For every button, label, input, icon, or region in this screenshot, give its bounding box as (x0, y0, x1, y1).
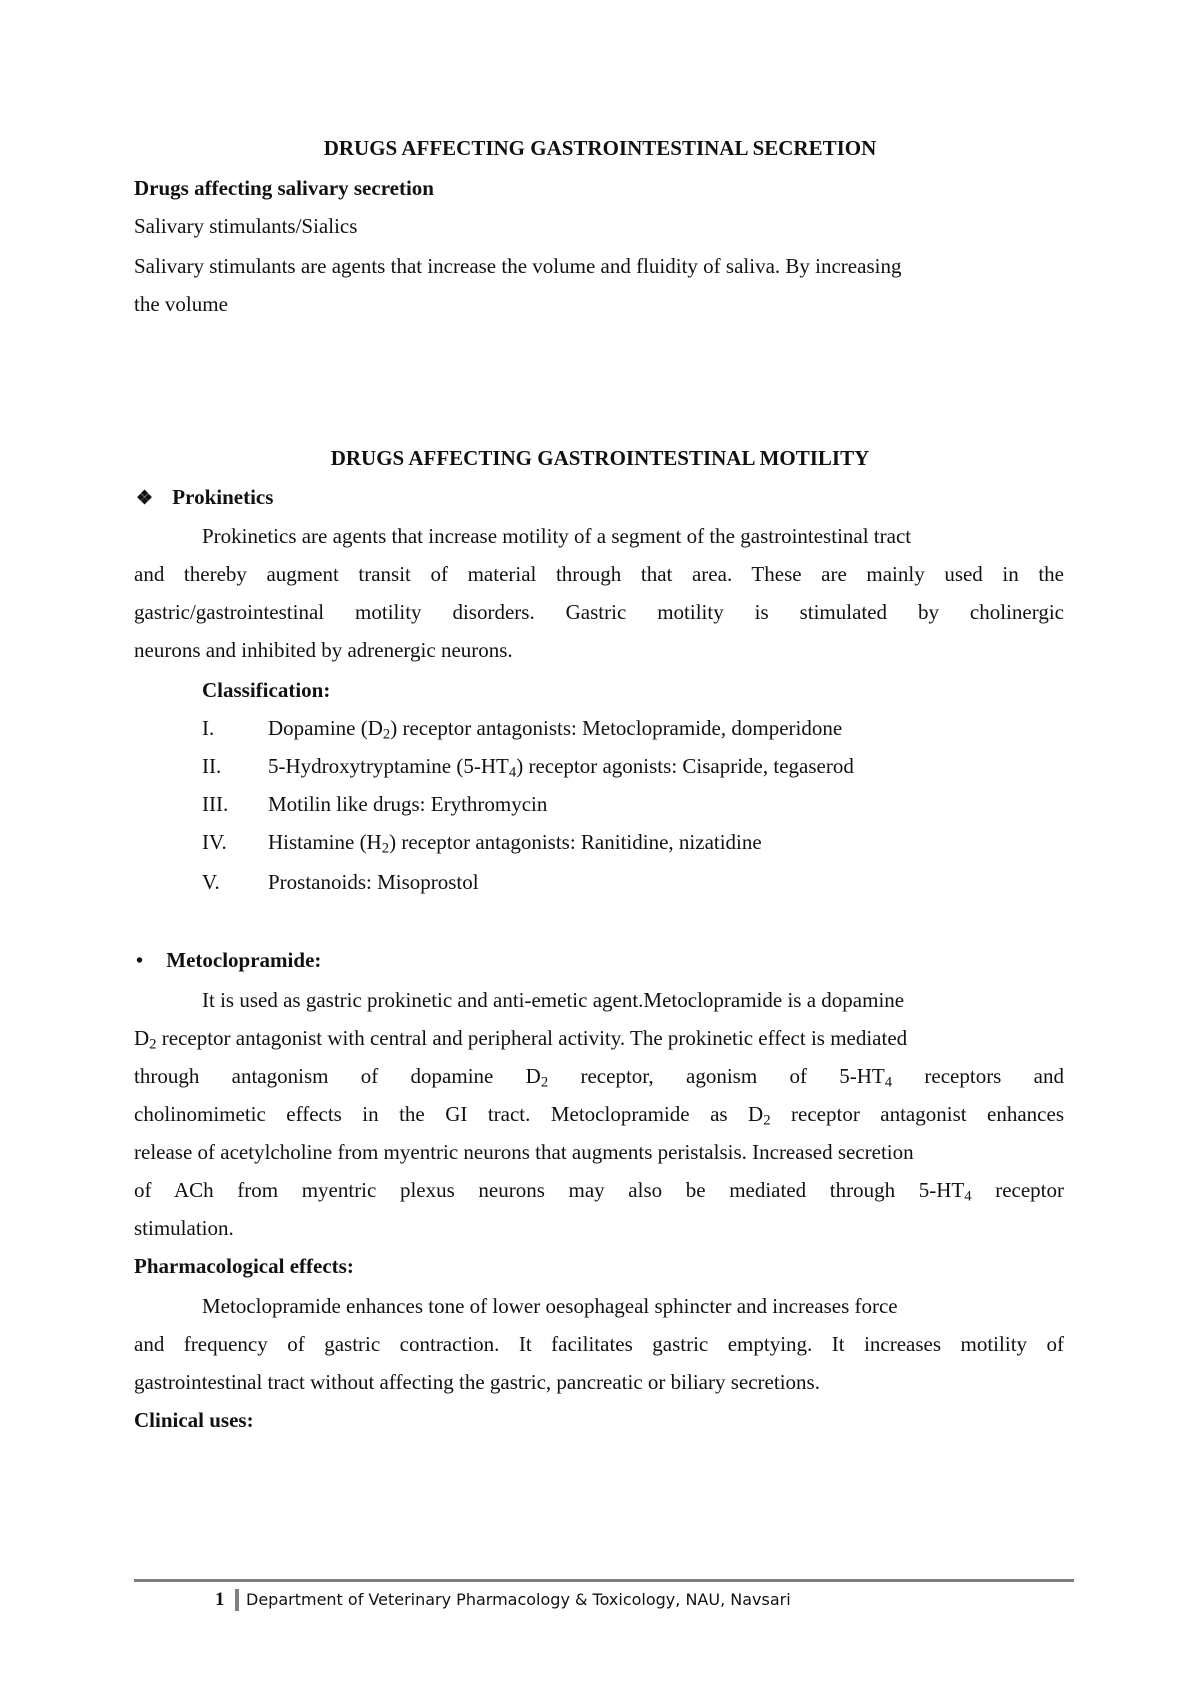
classification-item-text: Histamine $(H_2)$ receptor antagonists: Ranitidine, nizatidine (268, 830, 762, 857)
pharmacological-paragraph-line: and frequency of gastric contraction. It facilitates gastric emptying. It increases motility of (134, 1332, 1064, 1356)
page-number: 1 (215, 1589, 225, 1610)
classification-item (202, 832, 227, 853)
metoclopramide-paragraph-line: It is used as gastric prokinetic and anti-emetic agent.Metoclopramide is a dopamine (202, 988, 905, 1012)
classification-title: Classification: (202, 678, 331, 702)
heading-secretion: DRUGS AFFECTING GASTROINTESTINAL SECRETION (323, 136, 877, 160)
metoclopramide-paragraph-line: of ACh from myentric plexus neurons may also be mediated through $5-HT_4$ receptor (134, 1178, 1064, 1205)
metoclopramide-paragraph-line: stimulation. (134, 1216, 234, 1240)
metoclopramide-paragraph-line: release of acetylcholine from myentric neurons that augments peristalsis. Increased secretion (134, 1140, 914, 1164)
metoclopramide-title: Metoclopramide: (166, 948, 322, 972)
prokinetics-paragraph-line: and thereby augment transit of material through that area. These are mainly used in the (134, 562, 1064, 586)
pharmacological-effects-title: Pharmacological effects: (134, 1254, 354, 1278)
metoclopramide-paragraph-line: through antagonism of dopamine $D_2$ receptor, agonism of $5-HT_4$ receptors and (134, 1064, 1064, 1091)
metoclopramide-paragraph-line: cholinomimetic effects in the GI tract. Metoclopramide as $D_2$ receptor antagonist enhances (134, 1102, 1064, 1129)
prokinetics-paragraph-line: gastric/gastrointestinal motility disorders. Gastric motility is stimulated by cholinergic (134, 600, 1064, 624)
footer-divider (134, 1579, 1074, 1582)
prokinetics-paragraph-line: neurons and inhibited by adrenergic neurons. (134, 638, 513, 662)
pharmacological-paragraph-line: gastrointestinal tract without affecting the gastric, pancreatic or biliary secretions. (134, 1370, 820, 1394)
metoclopramide-paragraph-line: $D_2$ receptor antagonist with central and peripheral activity. The prokinetic effect is mediated (134, 1026, 908, 1053)
item-number: V. (202, 870, 220, 894)
pharmacological-paragraph-line: Metoclopramide enhances tone of lower oesophageal sphincter and increases force (202, 1294, 898, 1318)
salivary-section-title: Drugs affecting salivary secretion (134, 176, 434, 200)
footer-separator (235, 1589, 239, 1611)
clinical-uses-title: Clinical uses: (134, 1408, 254, 1432)
classification-item (202, 872, 220, 893)
item-number: II. (202, 754, 222, 778)
item-number: III. (202, 792, 229, 816)
metoclopramide-heading (136, 950, 321, 971)
classification-item-text: Prostanoids: Misoprostol (268, 870, 479, 894)
item-number: I. (202, 716, 215, 740)
diamond-bullet-icon: ❖ (136, 488, 154, 509)
salivary-subtitle: Salivary stimulants/Sialics (134, 214, 358, 238)
heading-motility: DRUGS AFFECTING GASTROINTESTINAL MOTILITY (330, 446, 870, 470)
classification-item (202, 794, 228, 815)
salivary-paragraph-line: the volume (134, 292, 228, 316)
classification-item (202, 756, 221, 777)
classification-item (202, 718, 214, 739)
prokinetics-heading (136, 487, 273, 508)
classification-item-text: Dopamine $(D_2)$ receptor antagonists: Metoclopramide, domperidone (268, 716, 843, 743)
classification-item-text: 5-Hydroxytryptamine $(5-HT_4)$ receptor agonists: Cisapride, tegaserod (268, 754, 854, 781)
classification-item-text: Motilin like drugs: Erythromycin (268, 792, 548, 816)
prokinetics-paragraph-line: Prokinetics are agents that increase motility of a segment of the gastrointestinal tract (202, 524, 912, 548)
footer-text: Department of Veterinary Pharmacology & Toxicology, NAU, Navsari (246, 1590, 791, 1609)
bullet-icon: • (136, 950, 144, 972)
item-number: IV. (202, 830, 227, 854)
salivary-paragraph-line: Salivary stimulants are agents that increase the volume and fluidity of saliva. By increasing (134, 254, 902, 278)
prokinetics-title: Prokinetics (172, 485, 274, 509)
